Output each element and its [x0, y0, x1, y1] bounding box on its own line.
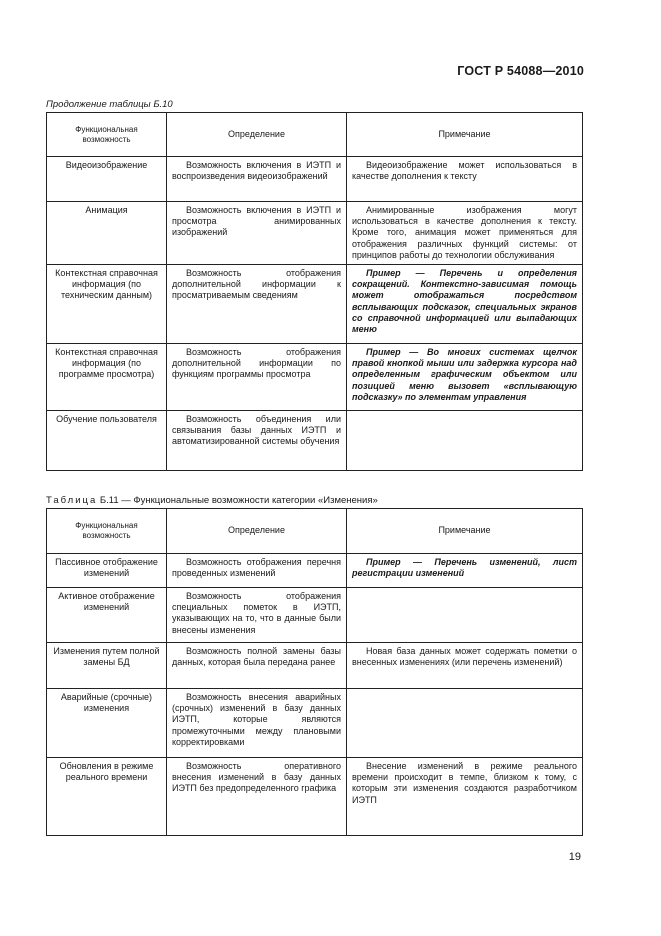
standard-header: ГОСТ Р 54088—2010 — [457, 64, 584, 78]
table2-caption-prefix: Таблица — [46, 495, 98, 506]
definition-cell: Возможность отображения перечня проведенных изменений — [167, 554, 347, 588]
table2-caption — [46, 495, 378, 506]
capability-cell: Изменения путем полной замены БД — [47, 643, 167, 689]
note-cell-example: Пример — Перечень и определения сокращений. Контекстно-зависимая помощь может отображаться посредством всплывающих подсказок, специальных экранов со справочной информацией или выпадающих меню — [347, 265, 583, 344]
table-header-row — [47, 509, 583, 554]
capability-cell: Аварийные (срочные) изменения — [47, 689, 167, 758]
table2-caption-text: Б.11 — Функциональные возможности категории «Изменения» — [99, 495, 378, 506]
table-row — [47, 689, 583, 758]
table-row — [47, 344, 583, 411]
capability-cell: Пассивное отображение изменений — [47, 554, 167, 588]
note-cell-example: Пример — Перечень изменений, лист регистрации изменений — [347, 554, 583, 588]
note-cell — [347, 689, 583, 758]
capability-cell: Контекстная справочная информация (по техническим данным) — [47, 265, 167, 344]
table-row — [47, 157, 583, 202]
table-row — [47, 265, 583, 344]
note-cell — [347, 588, 583, 643]
note-cell: Анимированные изображения могут использоваться в качестве дополнения к тексту. Кроме того, анимация может применяться для отображения различных функций системы: от принципов работы до технологии обслуживания — [347, 202, 583, 265]
definition-cell: Возможность оперативного внесения изменений в базу данных ИЭТП без предопределенного графика — [167, 758, 347, 836]
column-header-note: Примечание — [347, 509, 583, 554]
column-header-capability: Функциональная возможность — [47, 509, 167, 554]
table-row — [47, 554, 583, 588]
note-cell-example: Пример — Во многих системах щелчок правой кнопкой мыши или задержка курсора над определенным графическим объектом или позицией меню вызовет «всплывающую подсказку» по элементам управления — [347, 344, 583, 411]
column-header-capability: Функциональная возможность — [47, 113, 167, 157]
table-b11 — [46, 508, 583, 836]
note-cell: Внесение изменений в режиме реального времени происходит в темпе, близком к тому, с которым эти изменения создаются разработчиком ИЭТП — [347, 758, 583, 836]
definition-cell: Возможность включения в ИЭТП и воспроизведения видеоизображений — [167, 157, 347, 202]
definition-cell: Возможность внесения аварийных (срочных) изменений в базу данных ИЭТП, которые являются промежуточными между плановыми корректировками — [167, 689, 347, 758]
capability-cell: Видеоизображение — [47, 157, 167, 202]
definition-cell: Возможность включения в ИЭТП и просмотра анимированных изображений — [167, 202, 347, 265]
note-cell: Видеоизображение может использоваться в качестве дополнения к тексту — [347, 157, 583, 202]
capability-cell: Обучение пользователя — [47, 411, 167, 471]
capability-cell: Обновления в режиме реального времени — [47, 758, 167, 836]
table-row — [47, 758, 583, 836]
note-cell: Новая база данных может содержать пометки о внесенных изменениях (или перечень изменений) — [347, 643, 583, 689]
column-header-definition: Определение — [167, 113, 347, 157]
table-row — [47, 202, 583, 265]
table-row — [47, 643, 583, 689]
table-row — [47, 411, 583, 471]
definition-cell: Возможность отображения дополнительной информации к просматриваемым сведениям — [167, 265, 347, 344]
column-header-note: Примечание — [347, 113, 583, 157]
note-cell — [347, 411, 583, 471]
capability-cell: Контекстная справочная информация (по программе просмотра) — [47, 344, 167, 411]
table1-caption: Продолжение таблицы Б.10 — [46, 99, 173, 110]
definition-cell: Возможность отображения дополнительной информации по функциям программы просмотра — [167, 344, 347, 411]
table-row — [47, 588, 583, 643]
capability-cell: Анимация — [47, 202, 167, 265]
definition-cell: Возможность полной замены базы данных, которая была передана ранее — [167, 643, 347, 689]
column-header-definition: Определение — [167, 509, 347, 554]
table-b10-continuation — [46, 112, 583, 471]
definition-cell: Возможность объединения или связывания базы данных ИЭТП и автоматизированной системы обучения — [167, 411, 347, 471]
capability-cell: Активное отображение изменений — [47, 588, 167, 643]
definition-cell: Возможность отображения специальных пометок в ИЭТП, указывающих на то, что в данные были внесены изменения — [167, 588, 347, 643]
page-number: 19 — [568, 851, 581, 863]
table-header-row — [47, 113, 583, 157]
